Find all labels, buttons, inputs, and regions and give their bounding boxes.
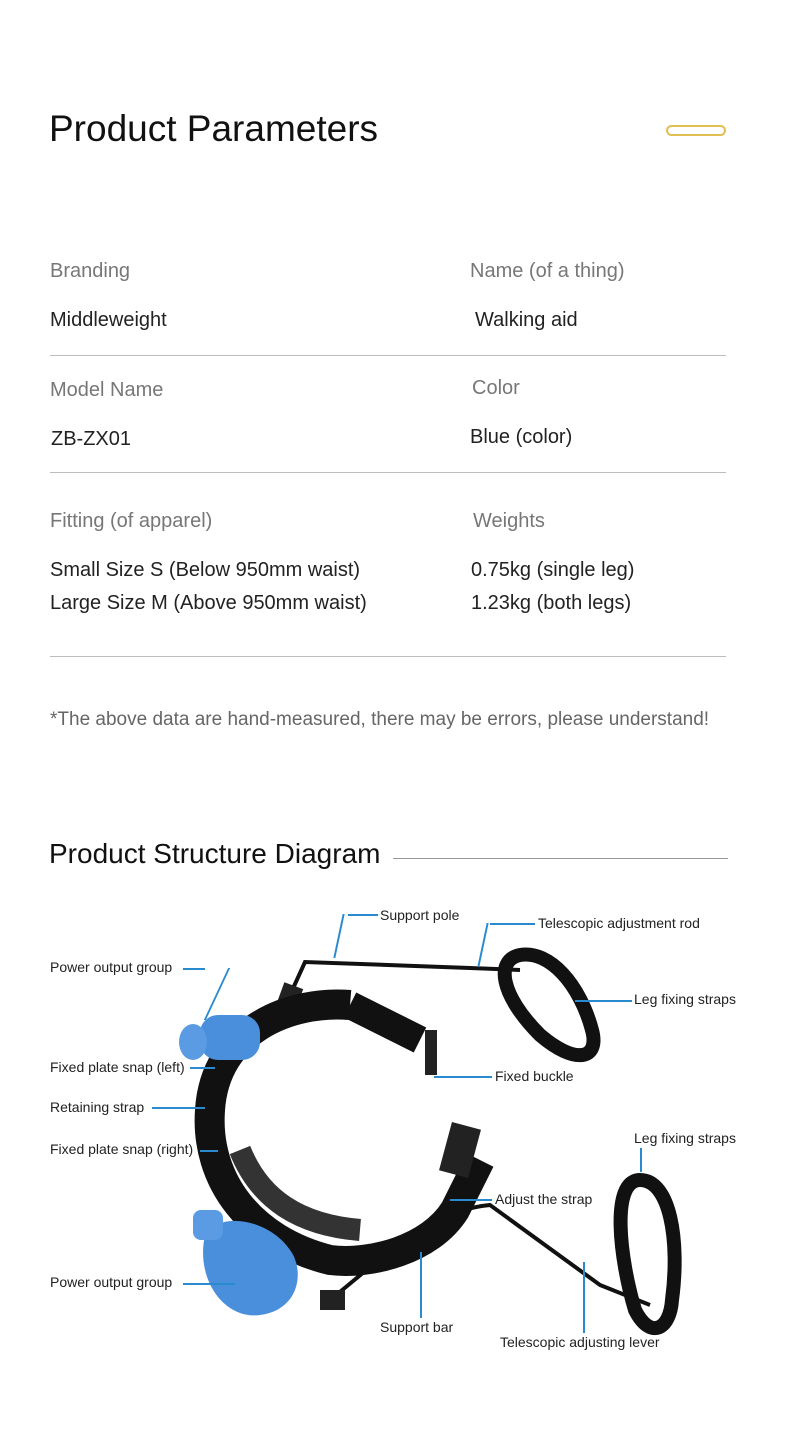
color-value: Blue (color): [470, 426, 573, 448]
callout-fixed-plate-snap-right: Fixed plate snap (right): [50, 1141, 194, 1157]
callout-retaining-strap: Retaining strap: [50, 1099, 145, 1115]
title-rule: [393, 858, 728, 859]
callout-power-output-group-top: Power output group: [50, 959, 173, 975]
callout-power-output-group-bottom: Power output group: [50, 1274, 173, 1290]
branding-label: Branding: [50, 260, 131, 282]
divider: [50, 656, 726, 657]
branding-value: Middleweight: [50, 309, 167, 331]
model-label: Model Name: [50, 379, 164, 401]
callout-adjust-the-strap: Adjust the strap: [495, 1191, 593, 1207]
fitting-value-s: Small Size S (Below 950mm waist): [50, 559, 361, 581]
divider: [50, 472, 726, 473]
model-value: ZB-ZX01: [51, 428, 132, 450]
callout-support-bar: Support bar: [380, 1319, 454, 1335]
page-title: Product Parameters: [49, 108, 379, 149]
weight-both: 1.23kg (both legs): [471, 592, 632, 614]
weights-label: Weights: [473, 510, 545, 532]
callout-support-pole: Support pole: [380, 907, 460, 923]
callout-telescopic-adjustment-rod: Telescopic adjustment rod: [538, 915, 700, 931]
color-label: Color: [472, 377, 520, 399]
fitting-value-m: Large Size M (Above 950mm waist): [50, 592, 367, 614]
weight-single: 0.75kg (single leg): [471, 559, 635, 581]
fitting-label: Fitting (of apparel): [50, 510, 213, 532]
name-label: Name (of a thing): [470, 260, 625, 282]
measurement-note: *The above data are hand-measured, there may be errors, please understand!: [50, 709, 710, 730]
callout-telescopic-adjusting-lever: Telescopic adjusting lever: [500, 1334, 660, 1350]
callout-leg-fixing-straps-top: Leg fixing straps: [634, 991, 736, 1007]
callout-leg-fixing-straps-bottom: Leg fixing straps: [634, 1130, 736, 1146]
diagram-title: Product Structure Diagram: [49, 838, 381, 869]
decorative-pill: [666, 125, 726, 136]
callout-fixed-buckle: Fixed buckle: [495, 1068, 574, 1084]
callout-fixed-plate-snap-left: Fixed plate snap (left): [50, 1059, 185, 1075]
name-value: Walking aid: [475, 309, 578, 331]
divider: [50, 355, 726, 356]
